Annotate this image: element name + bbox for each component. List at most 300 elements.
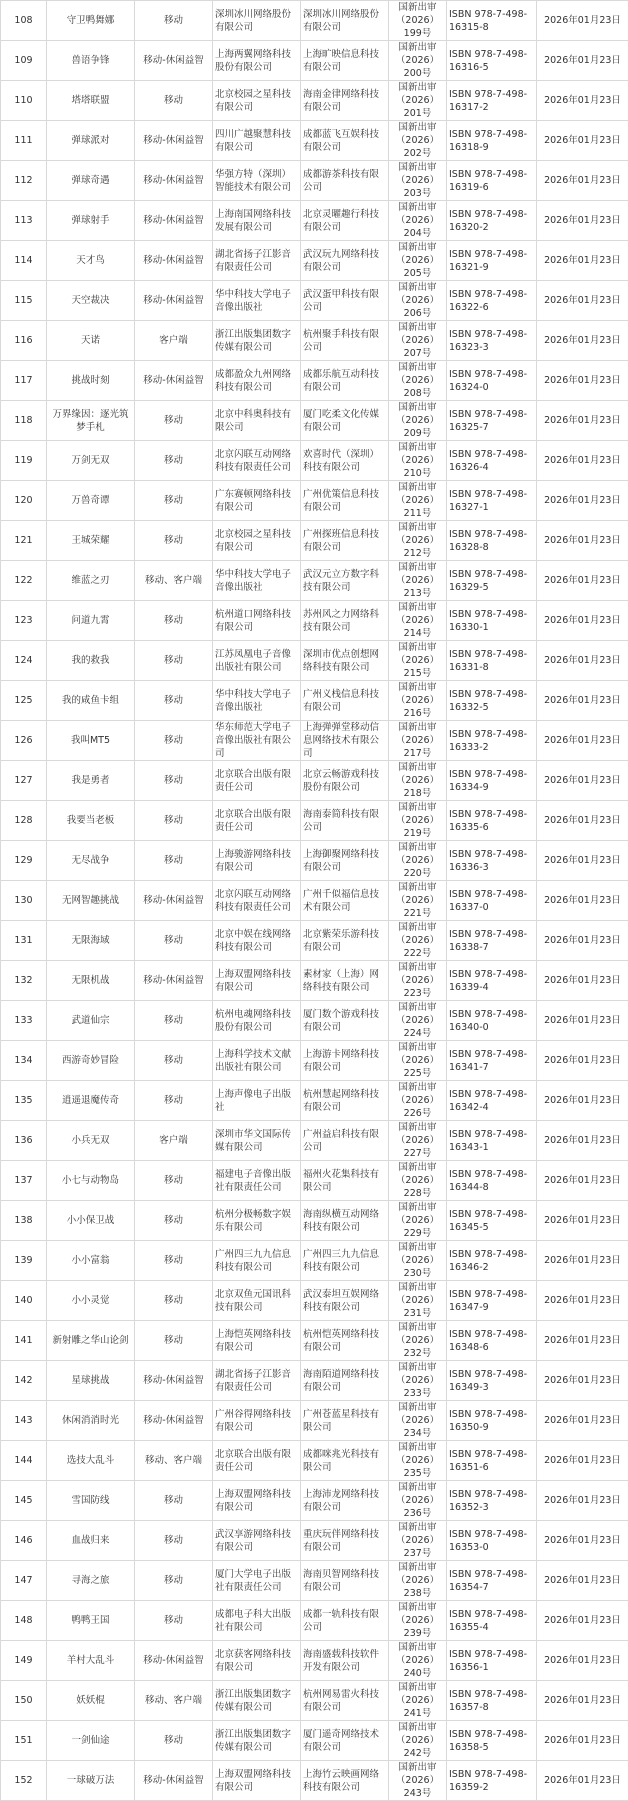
cell-date: 2026年01月23日: [537, 1241, 628, 1281]
table-row: [1, 1441, 628, 1481]
cell-platform: 移动: [135, 1561, 213, 1601]
table-row: [1, 921, 628, 961]
cell-publisher: 上海双盟网络科技有限公司: [213, 1761, 301, 1801]
cell-operator: 广州苍蓝星科技有限公司: [301, 1401, 389, 1441]
table-row: [1, 1361, 628, 1401]
cell-approval-number: 国新出审（2026）210号: [389, 441, 447, 481]
cell-game-name: 无限海域: [47, 921, 135, 961]
cell-publisher: 上海声像电子出版社: [213, 1081, 301, 1121]
cell-approval-number: 国新出审（2026）233号: [389, 1361, 447, 1401]
cell-operator: 深圳市优点创想网络科技有限公司: [301, 641, 389, 681]
cell-operator: 厦门遥奇网络技术有限公司: [301, 1721, 389, 1761]
cell-game-name: 兽语争锋: [47, 41, 135, 81]
cell-platform: 移动: [135, 1041, 213, 1081]
table-row: [1, 321, 628, 361]
cell-isbn: ISBN 978-7-498-16337-0: [447, 881, 537, 921]
cell-game-name: 小七与动物岛: [47, 1161, 135, 1201]
cell-publisher: 上海骏游网络科技有限公司: [213, 841, 301, 881]
cell-platform: 移动: [135, 441, 213, 481]
cell-game-name: 血战归来: [47, 1521, 135, 1561]
table-row: [1, 561, 628, 601]
cell-operator: 海南纵横互动网络科技有限公司: [301, 1201, 389, 1241]
table-row: [1, 841, 628, 881]
cell-date: 2026年01月23日: [537, 401, 628, 441]
cell-approval-number: 国新出审（2026）204号: [389, 201, 447, 241]
cell-date: 2026年01月23日: [537, 1, 628, 41]
cell-number: 131: [1, 921, 47, 961]
cell-platform: 移动-休闲益智: [135, 1361, 213, 1401]
cell-date: 2026年01月23日: [537, 1441, 628, 1481]
cell-operator: 杭州聚手科技有限公司: [301, 321, 389, 361]
cell-game-name: 守卫鸭舞娜: [47, 1, 135, 41]
cell-number: 132: [1, 961, 47, 1001]
cell-operator: 海南陌道网络科技有限公司: [301, 1361, 389, 1401]
cell-game-name: 小兵无双: [47, 1121, 135, 1161]
cell-game-name: 王城荣耀: [47, 521, 135, 561]
cell-isbn: ISBN 978-7-498-16354-7: [447, 1561, 537, 1601]
cell-platform: 移动: [135, 1601, 213, 1641]
cell-publisher: 成都盈众九州网络科技有限公司: [213, 361, 301, 401]
cell-publisher: 深圳市华文国际传媒有限公司: [213, 1121, 301, 1161]
cell-publisher: 江苏凤凰电子音像出版社有限公司: [213, 641, 301, 681]
cell-approval-number: 国新出审（2026）243号: [389, 1761, 447, 1801]
cell-date: 2026年01月23日: [537, 921, 628, 961]
table-row: [1, 401, 628, 441]
cell-operator: 成都游茶科技有限公司: [301, 161, 389, 201]
cell-operator: 成都一轨科技有限公司: [301, 1601, 389, 1641]
cell-date: 2026年01月23日: [537, 1721, 628, 1761]
cell-platform: 客户端: [135, 321, 213, 361]
cell-approval-number: 国新出审（2026）199号: [389, 1, 447, 41]
cell-date: 2026年01月23日: [537, 1121, 628, 1161]
cell-approval-number: 国新出审（2026）240号: [389, 1641, 447, 1681]
cell-platform: 移动: [135, 81, 213, 121]
cell-isbn: ISBN 978-7-498-16345-5: [447, 1201, 537, 1241]
cell-platform: 移动: [135, 1721, 213, 1761]
cell-game-name: 问道九霄: [47, 601, 135, 641]
table-row: [1, 201, 628, 241]
cell-approval-number: 国新出审（2026）222号: [389, 921, 447, 961]
cell-operator: 上海旷映信息科技有限公司: [301, 41, 389, 81]
cell-publisher: 成都电子科大出版社有限公司: [213, 1601, 301, 1641]
cell-operator: 海南盛载科技软件开发有限公司: [301, 1641, 389, 1681]
cell-platform: 移动: [135, 761, 213, 801]
table-row: [1, 41, 628, 81]
cell-isbn: ISBN 978-7-498-16320-2: [447, 201, 537, 241]
cell-platform: 移动: [135, 681, 213, 721]
cell-isbn: ISBN 978-7-498-16344-8: [447, 1161, 537, 1201]
cell-isbn: ISBN 978-7-498-16333-2: [447, 721, 537, 761]
cell-publisher: 华中科技大学电子音像出版社: [213, 681, 301, 721]
cell-approval-number: 国新出审（2026）223号: [389, 961, 447, 1001]
cell-platform: 移动: [135, 721, 213, 761]
cell-isbn: ISBN 978-7-498-16356-1: [447, 1641, 537, 1681]
cell-approval-number: 国新出审（2026）219号: [389, 801, 447, 841]
table-row: [1, 681, 628, 721]
cell-platform: 移动: [135, 1161, 213, 1201]
cell-date: 2026年01月23日: [537, 801, 628, 841]
cell-approval-number: 国新出审（2026）231号: [389, 1281, 447, 1321]
cell-publisher: 武汉享游网络科技有限公司: [213, 1521, 301, 1561]
cell-isbn: ISBN 978-7-498-16334-9: [447, 761, 537, 801]
cell-game-name: 小小保卫战: [47, 1201, 135, 1241]
cell-date: 2026年01月23日: [537, 281, 628, 321]
table-row: [1, 1161, 628, 1201]
cell-game-name: 小小富翁: [47, 1241, 135, 1281]
cell-isbn: ISBN 978-7-498-16323-3: [447, 321, 537, 361]
cell-date: 2026年01月23日: [537, 481, 628, 521]
table-row: [1, 961, 628, 1001]
cell-isbn: ISBN 978-7-498-16359-2: [447, 1761, 537, 1801]
cell-operator: 杭州恺英网络科技有限公司: [301, 1321, 389, 1361]
cell-date: 2026年01月23日: [537, 1761, 628, 1801]
cell-operator: 上海竹云映画网络科技有限公司: [301, 1761, 389, 1801]
cell-number: 125: [1, 681, 47, 721]
cell-number: 115: [1, 281, 47, 321]
cell-game-name: 万剑无双: [47, 441, 135, 481]
cell-date: 2026年01月23日: [537, 1641, 628, 1681]
cell-game-name: 武道仙宗: [47, 1001, 135, 1041]
cell-game-name: 逍遥退魔传奇: [47, 1081, 135, 1121]
cell-number: 111: [1, 121, 47, 161]
cell-operator: 武汉元立方数字科技有限公司: [301, 561, 389, 601]
cell-game-name: 小小灵觉: [47, 1281, 135, 1321]
cell-date: 2026年01月23日: [537, 1321, 628, 1361]
cell-operator: 杭州网易雷火科技有限公司: [301, 1681, 389, 1721]
cell-platform: 移动: [135, 521, 213, 561]
cell-approval-number: 国新出审（2026）214号: [389, 601, 447, 641]
cell-number: 152: [1, 1761, 47, 1801]
cell-publisher: 北京中科奥科技有限公司: [213, 401, 301, 441]
cell-number: 144: [1, 1441, 47, 1481]
cell-platform: 移动: [135, 601, 213, 641]
cell-publisher: 华东师范大学电子音像出版社有限公司: [213, 721, 301, 761]
cell-operator: 上海御聚网络科技有限公司: [301, 841, 389, 881]
cell-game-name: 维蓝之刃: [47, 561, 135, 601]
cell-approval-number: 国新出审（2026）232号: [389, 1321, 447, 1361]
cell-game-name: 选技大乱斗: [47, 1441, 135, 1481]
cell-operator: 素材家（上海）网络科技有限公司: [301, 961, 389, 1001]
cell-date: 2026年01月23日: [537, 241, 628, 281]
cell-date: 2026年01月23日: [537, 1041, 628, 1081]
table-row: [1, 1041, 628, 1081]
cell-number: 130: [1, 881, 47, 921]
cell-number: 110: [1, 81, 47, 121]
cell-operator: 海南泰简科技有限公司: [301, 801, 389, 841]
cell-number: 147: [1, 1561, 47, 1601]
table-row: [1, 1281, 628, 1321]
cell-date: 2026年01月23日: [537, 41, 628, 81]
cell-platform: 移动: [135, 1081, 213, 1121]
cell-publisher: 上海双盟网络科技有限公司: [213, 1481, 301, 1521]
cell-operator: 广州益启科技有限公司: [301, 1121, 389, 1161]
cell-game-name: 雪国防线: [47, 1481, 135, 1521]
cell-operator: 海南金律网络科技有限公司: [301, 81, 389, 121]
cell-approval-number: 国新出审（2026）236号: [389, 1481, 447, 1521]
cell-game-name: 天空裁决: [47, 281, 135, 321]
cell-isbn: ISBN 978-7-498-16316-5: [447, 41, 537, 81]
cell-date: 2026年01月23日: [537, 721, 628, 761]
cell-approval-number: 国新出审（2026）212号: [389, 521, 447, 561]
cell-approval-number: 国新出审（2026）228号: [389, 1161, 447, 1201]
cell-isbn: ISBN 978-7-498-16331-8: [447, 641, 537, 681]
cell-platform: 移动: [135, 921, 213, 961]
cell-game-name: 我是勇者: [47, 761, 135, 801]
cell-date: 2026年01月23日: [537, 681, 628, 721]
cell-publisher: 上海南国网络科技发展有限公司: [213, 201, 301, 241]
cell-platform: 移动: [135, 1521, 213, 1561]
table-row: [1, 1, 628, 41]
cell-publisher: 浙江出版集团数字传媒有限公司: [213, 321, 301, 361]
cell-publisher: 北京闪联互动网络科技有限责任公司: [213, 881, 301, 921]
cell-approval-number: 国新出审（2026）220号: [389, 841, 447, 881]
cell-game-name: 弹球派对: [47, 121, 135, 161]
cell-operator: 上海游卡网络科技有限公司: [301, 1041, 389, 1081]
table-row: [1, 361, 628, 401]
cell-date: 2026年01月23日: [537, 201, 628, 241]
cell-date: 2026年01月23日: [537, 561, 628, 601]
cell-operator: 北京灵曜趣行科技有限公司: [301, 201, 389, 241]
cell-number: 136: [1, 1121, 47, 1161]
cell-date: 2026年01月23日: [537, 521, 628, 561]
cell-number: 112: [1, 161, 47, 201]
cell-isbn: ISBN 978-7-498-16329-5: [447, 561, 537, 601]
cell-number: 143: [1, 1401, 47, 1441]
cell-operator: 苏州风之力网络科技有限公司: [301, 601, 389, 641]
cell-date: 2026年01月23日: [537, 361, 628, 401]
cell-number: 122: [1, 561, 47, 601]
cell-number: 129: [1, 841, 47, 881]
table-row: [1, 1121, 628, 1161]
cell-publisher: 杭州道口网络科技有限公司: [213, 601, 301, 641]
cell-date: 2026年01月23日: [537, 961, 628, 1001]
cell-isbn: ISBN 978-7-498-16349-3: [447, 1361, 537, 1401]
cell-publisher: 广州谷得网络科技有限公司: [213, 1401, 301, 1441]
cell-game-name: 一剑仙途: [47, 1721, 135, 1761]
cell-number: 119: [1, 441, 47, 481]
cell-isbn: ISBN 978-7-498-16355-4: [447, 1601, 537, 1641]
cell-approval-number: 国新出审（2026）238号: [389, 1561, 447, 1601]
cell-operator: 上海沛龙网络科技有限公司: [301, 1481, 389, 1521]
cell-isbn: ISBN 978-7-498-16353-0: [447, 1521, 537, 1561]
cell-publisher: 华中科技大学电子音像出版社: [213, 281, 301, 321]
cell-publisher: 深圳冰川网络股份有限公司: [213, 1, 301, 41]
cell-publisher: 杭州电魂网络科技股份有限公司: [213, 1001, 301, 1041]
table-row: [1, 761, 628, 801]
cell-isbn: ISBN 978-7-498-16315-8: [447, 1, 537, 41]
cell-publisher: 湖北省扬子江影音有限责任公司: [213, 1361, 301, 1401]
cell-platform: 移动: [135, 801, 213, 841]
cell-approval-number: 国新出审（2026）224号: [389, 1001, 447, 1041]
table-row: [1, 1241, 628, 1281]
cell-approval-number: 国新出审（2026）227号: [389, 1121, 447, 1161]
table-row: [1, 641, 628, 681]
table-row: [1, 241, 628, 281]
cell-isbn: ISBN 978-7-498-16325-7: [447, 401, 537, 441]
cell-operator: 武汉玩九网络科技有限公司: [301, 241, 389, 281]
cell-isbn: ISBN 978-7-498-16324-0: [447, 361, 537, 401]
cell-date: 2026年01月23日: [537, 161, 628, 201]
cell-publisher: 上海恺英网络科技有限公司: [213, 1321, 301, 1361]
cell-publisher: 北京联合出版有限责任公司: [213, 801, 301, 841]
cell-publisher: 北京获客网络科技有限公司: [213, 1641, 301, 1681]
cell-date: 2026年01月23日: [537, 1401, 628, 1441]
cell-game-name: 星球挑战: [47, 1361, 135, 1401]
cell-number: 137: [1, 1161, 47, 1201]
table-row: [1, 121, 628, 161]
table-row: [1, 1681, 628, 1721]
cell-date: 2026年01月23日: [537, 321, 628, 361]
cell-number: 141: [1, 1321, 47, 1361]
table-row: [1, 601, 628, 641]
cell-publisher: 浙江出版集团数字传媒有限公司: [213, 1721, 301, 1761]
cell-publisher: 上海两翼网络科技股份有限公司: [213, 41, 301, 81]
cell-date: 2026年01月23日: [537, 761, 628, 801]
table-row: [1, 1641, 628, 1681]
cell-number: 127: [1, 761, 47, 801]
cell-number: 135: [1, 1081, 47, 1121]
cell-isbn: ISBN 978-7-498-16335-6: [447, 801, 537, 841]
table-row: [1, 1201, 628, 1241]
cell-game-name: 鸭鸭王国: [47, 1601, 135, 1641]
cell-approval-number: 国新出审（2026）213号: [389, 561, 447, 601]
cell-isbn: ISBN 978-7-498-16328-8: [447, 521, 537, 561]
cell-game-name: 无尽战争: [47, 841, 135, 881]
cell-number: 140: [1, 1281, 47, 1321]
cell-isbn: ISBN 978-7-498-16336-3: [447, 841, 537, 881]
cell-game-name: 塔塔联盟: [47, 81, 135, 121]
cell-approval-number: 国新出审（2026）235号: [389, 1441, 447, 1481]
cell-number: 128: [1, 801, 47, 841]
cell-number: 150: [1, 1681, 47, 1721]
table-row: [1, 1081, 628, 1121]
cell-isbn: ISBN 978-7-498-16347-9: [447, 1281, 537, 1321]
cell-publisher: 浙江出版集团数字传媒有限公司: [213, 1681, 301, 1721]
cell-number: 120: [1, 481, 47, 521]
cell-isbn: ISBN 978-7-498-16346-2: [447, 1241, 537, 1281]
cell-approval-number: 国新出审（2026）217号: [389, 721, 447, 761]
cell-approval-number: 国新出审（2026）218号: [389, 761, 447, 801]
table-row: [1, 801, 628, 841]
cell-publisher: 上海科学技术文献出版社有限公司: [213, 1041, 301, 1081]
cell-platform: 移动-休闲益智: [135, 961, 213, 1001]
cell-publisher: 广州四三九九信息科技有限公司: [213, 1241, 301, 1281]
cell-platform: 移动、客户端: [135, 1681, 213, 1721]
table-row: [1, 881, 628, 921]
cell-approval-number: 国新出审（2026）200号: [389, 41, 447, 81]
cell-date: 2026年01月23日: [537, 441, 628, 481]
cell-operator: 广州探班信息科技有限公司: [301, 521, 389, 561]
cell-publisher: 北京联合出版有限责任公司: [213, 1441, 301, 1481]
cell-platform: 移动: [135, 1001, 213, 1041]
cell-platform: 移动-休闲益智: [135, 121, 213, 161]
cell-approval-number: 国新出审（2026）242号: [389, 1721, 447, 1761]
cell-number: 149: [1, 1641, 47, 1681]
cell-date: 2026年01月23日: [537, 1081, 628, 1121]
cell-approval-number: 国新出审（2026）229号: [389, 1201, 447, 1241]
cell-publisher: 北京中娱在线网络科技有限公司: [213, 921, 301, 961]
cell-date: 2026年01月23日: [537, 1601, 628, 1641]
cell-platform: 移动: [135, 1201, 213, 1241]
table-row: [1, 1721, 628, 1761]
cell-approval-number: 国新出审（2026）239号: [389, 1601, 447, 1641]
cell-number: 151: [1, 1721, 47, 1761]
table-row: [1, 721, 628, 761]
cell-number: 108: [1, 1, 47, 41]
cell-publisher: 北京双鱼元国讯科技有限公司: [213, 1281, 301, 1321]
cell-isbn: ISBN 978-7-498-16352-3: [447, 1481, 537, 1521]
cell-isbn: ISBN 978-7-498-16340-0: [447, 1001, 537, 1041]
cell-operator: 厦门吃柔文化传媒有限公司: [301, 401, 389, 441]
cell-isbn: ISBN 978-7-498-16343-1: [447, 1121, 537, 1161]
cell-date: 2026年01月23日: [537, 601, 628, 641]
cell-operator: 海南贝智网络科技有限公司: [301, 1561, 389, 1601]
cell-date: 2026年01月23日: [537, 1201, 628, 1241]
cell-platform: 移动: [135, 1321, 213, 1361]
cell-isbn: ISBN 978-7-498-16317-2: [447, 81, 537, 121]
table-row: [1, 161, 628, 201]
cell-game-name: 妖妖棍: [47, 1681, 135, 1721]
table-row: [1, 481, 628, 521]
cell-approval-number: 国新出审（2026）208号: [389, 361, 447, 401]
cell-platform: 移动-休闲益智: [135, 1641, 213, 1681]
cell-publisher: 上海双盟网络科技有限公司: [213, 961, 301, 1001]
cell-operator: 武汉蛋甲科技有限公司: [301, 281, 389, 321]
cell-isbn: ISBN 978-7-498-16327-1: [447, 481, 537, 521]
cell-platform: 移动: [135, 401, 213, 441]
cell-platform: 移动: [135, 481, 213, 521]
table-row: [1, 1001, 628, 1041]
cell-approval-number: 国新出审（2026）206号: [389, 281, 447, 321]
cell-date: 2026年01月23日: [537, 1361, 628, 1401]
cell-publisher: 四川广越聚慧科技有限公司: [213, 121, 301, 161]
cell-isbn: ISBN 978-7-498-16322-6: [447, 281, 537, 321]
cell-platform: 移动-休闲益智: [135, 161, 213, 201]
cell-game-name: 我的救我: [47, 641, 135, 681]
cell-number: 123: [1, 601, 47, 641]
cell-number: 114: [1, 241, 47, 281]
cell-operator: 成都咪兆光科技有限公司: [301, 1441, 389, 1481]
cell-game-name: 挑战时刻: [47, 361, 135, 401]
cell-publisher: 北京校园之星科技有限公司: [213, 81, 301, 121]
cell-platform: 移动: [135, 1241, 213, 1281]
cell-approval-number: 国新出审（2026）202号: [389, 121, 447, 161]
cell-date: 2026年01月23日: [537, 1001, 628, 1041]
cell-approval-number: 国新出审（2026）226号: [389, 1081, 447, 1121]
cell-game-name: 我要当老板: [47, 801, 135, 841]
cell-operator: 欢喜时代（深圳）科技有限公司: [301, 441, 389, 481]
table-row: [1, 1321, 628, 1361]
cell-operator: 上海弹弹堂移动信息网络技术有限公司: [301, 721, 389, 761]
cell-publisher: 华强方特（深圳）智能技术有限公司: [213, 161, 301, 201]
cell-number: 148: [1, 1601, 47, 1641]
cell-isbn: ISBN 978-7-498-16338-7: [447, 921, 537, 961]
cell-approval-number: 国新出审（2026）209号: [389, 401, 447, 441]
cell-publisher: 湖北省扬子江影音有限责任公司: [213, 241, 301, 281]
cell-platform: 移动: [135, 1, 213, 41]
cell-platform: 移动-休闲益智: [135, 241, 213, 281]
cell-date: 2026年01月23日: [537, 1281, 628, 1321]
cell-isbn: ISBN 978-7-498-16348-6: [447, 1321, 537, 1361]
cell-number: 109: [1, 41, 47, 81]
cell-game-name: 新射雕之华山论剑: [47, 1321, 135, 1361]
cell-platform: 移动: [135, 641, 213, 681]
table-row: [1, 1761, 628, 1801]
cell-operator: 杭州慧起网络科技有限公司: [301, 1081, 389, 1121]
cell-approval-number: 国新出审（2026）201号: [389, 81, 447, 121]
cell-platform: 移动-休闲益智: [135, 1401, 213, 1441]
table-row: [1, 281, 628, 321]
